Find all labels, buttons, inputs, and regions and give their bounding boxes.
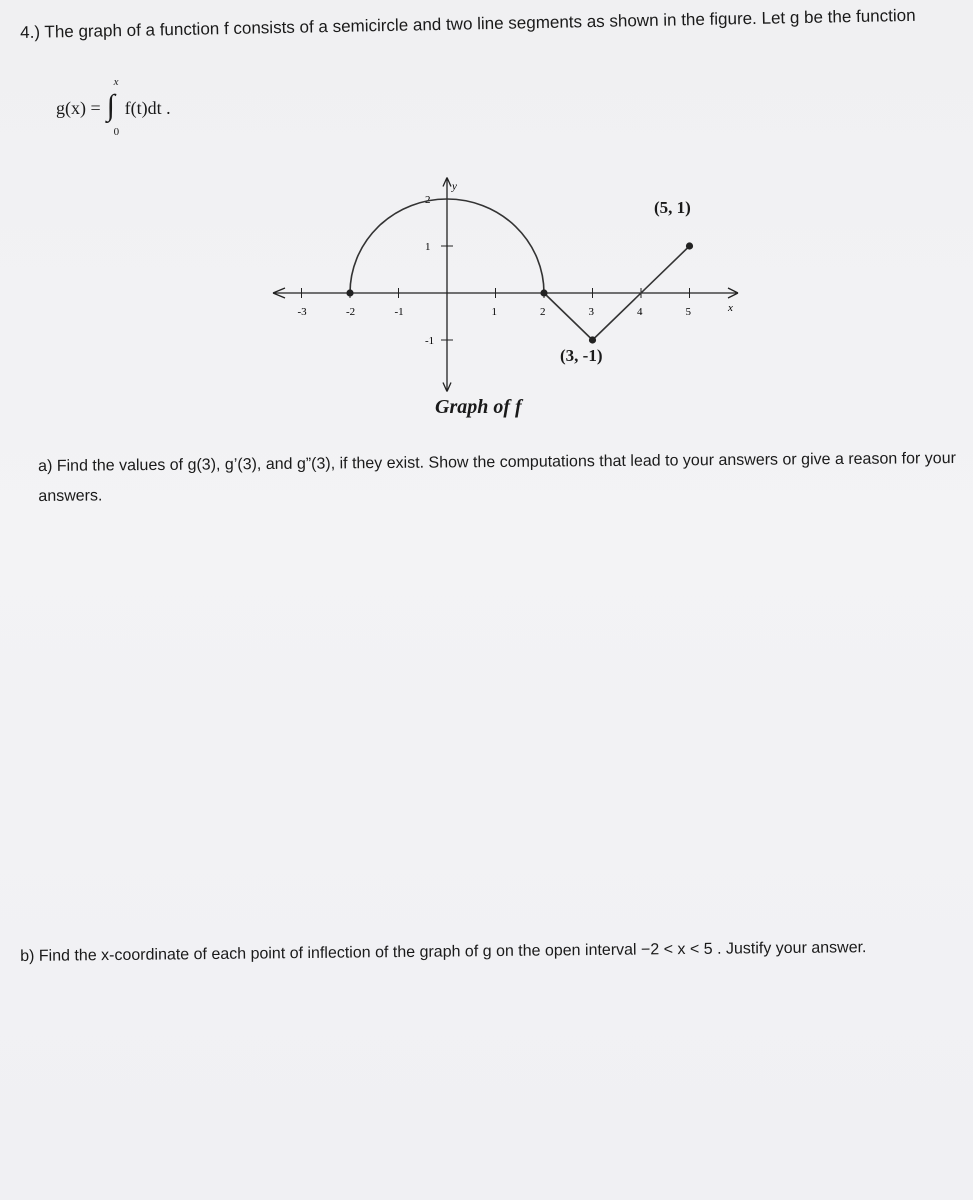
x-tick-label: -2: [346, 306, 356, 318]
x-tick-label: 4: [637, 306, 643, 318]
integral-lower-limit: 0: [113, 126, 120, 138]
graph-point: [540, 289, 547, 296]
y-axis-label: y: [452, 180, 457, 193]
graph-point: [686, 242, 693, 249]
question-a: a) Find the values of g(3), g’(3), and g”(3), if they exist. Show the computations that lead to your answers or give a reason for your answers.: [38, 449, 956, 505]
x-tick-label: -1: [394, 306, 404, 318]
integral-sign: ∫ x 0: [106, 76, 120, 138]
graph-point: [346, 289, 353, 296]
x-tick-label: 1: [491, 306, 497, 318]
y-tick-label: 1: [425, 241, 431, 253]
y-tick-label: 2: [425, 194, 431, 206]
x-axis-label: x: [728, 302, 733, 314]
graph-caption: Graph of f: [435, 396, 522, 418]
f-curve: [350, 199, 690, 340]
graph-point: [589, 336, 596, 343]
integral-upper-limit: x: [113, 76, 119, 88]
x-tick-label: 2: [540, 306, 546, 318]
question-b: b) Find the x-coordinate of each point of inflection of the graph of g on the open interval −2 < x < 5 . Justify your answer.: [20, 939, 867, 965]
g-definition-lhs: g(x) =: [56, 97, 101, 118]
g-definition-integrand: f(t)dt .: [124, 97, 171, 118]
point-label-5-1: (5, 1): [654, 198, 691, 217]
y-tick-label: -1: [425, 335, 435, 347]
line-segment: [544, 293, 593, 340]
point-label-3-neg1: (3, -1): [560, 346, 603, 365]
axis-ticks: [298, 194, 692, 347]
graph-of-f: [0, 76, 973, 420]
problem-intro: 4.) The graph of a function f consists of a semicircle and two line segments as shown in the figure. Let g be the function: [20, 5, 916, 42]
x-tick-label: -3: [297, 306, 307, 318]
x-tick-label: 5: [685, 306, 691, 318]
x-tick-label: 3: [588, 306, 594, 318]
